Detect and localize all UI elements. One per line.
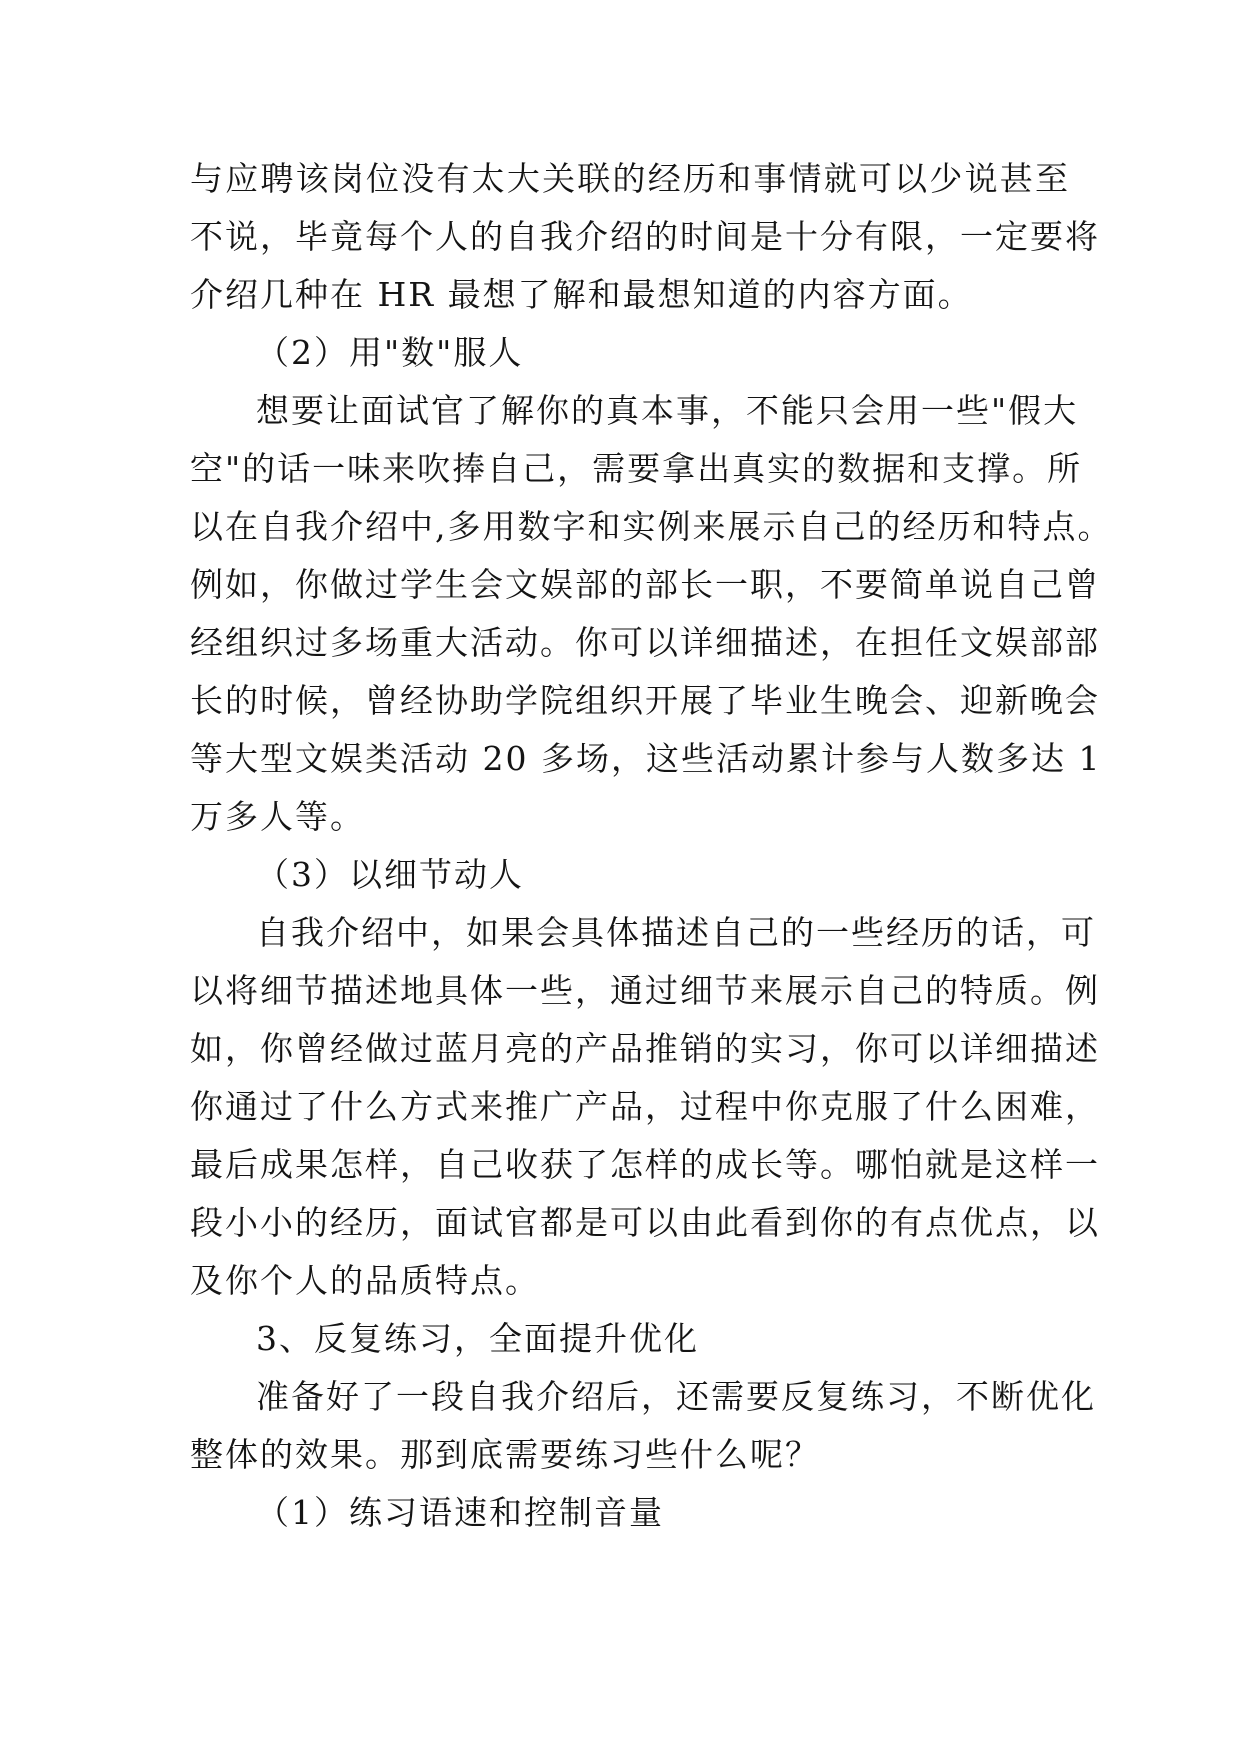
paragraph-line: 例如，你做过学生会文娱部的部长一职，不要简单说自己曾 (190, 565, 1100, 604)
paragraph-line: 准备好了一段自我介绍后，还需要反复练习，不断优化 (256, 1377, 1096, 1416)
paragraph-line: 等大型文娱类活动 20 多场，这些活动累计参与人数多达 1 (190, 739, 1102, 778)
paragraph-line: 与应聘该岗位没有太大关联的经历和事情就可以少说甚至 (190, 159, 1070, 198)
paragraph-line: 长的时候，曾经协助学院组织开展了毕业生晚会、迎新晚会 (190, 681, 1100, 720)
paragraph-line: 经组织过多场重大活动。你可以详细描述，在担任文娱部部 (190, 623, 1100, 662)
paragraph-line: 万多人等。 (190, 797, 365, 836)
paragraph-line: 整体的效果。那到底需要练习些什么呢？ (190, 1435, 820, 1474)
paragraph-line: 介绍几种在 HR 最想了解和最想知道的内容方面。 (190, 275, 973, 314)
section-heading: （3）以细节动人 (256, 855, 524, 894)
document-body (190, 150, 1113, 1542)
paragraph-line: 段小小的经历，面试官都是可以由此看到你的有点优点，以 (190, 1203, 1100, 1242)
section-heading: （2）用"数"服人 (256, 333, 524, 372)
paragraph-line: 自我介绍中，如果会具体描述自己的一些经历的话，可 (256, 913, 1096, 952)
paragraph-line: 你通过了什么方式来推广产品，过程中你克服了什么困难， (190, 1087, 1100, 1126)
section-heading: （1）练习语速和控制音量 (256, 1493, 664, 1532)
paragraph-line: 以在自我介绍中,多用数字和实例来展示自己的经历和特点。 (190, 507, 1113, 546)
paragraph-line: 及你个人的品质特点。 (190, 1261, 540, 1300)
paragraph-line: 最后成果怎样，自己收获了怎样的成长等。哪怕就是这样一 (190, 1145, 1100, 1184)
paragraph-line: 想要让面试官了解你的真本事，不能只会用一些"假大 (256, 391, 1079, 430)
paragraph-line: 如，你曾经做过蓝月亮的产品推销的实习，你可以详细描述 (190, 1029, 1100, 1068)
paragraph-line: 以将细节描述地具体一些，通过细节来展示自己的特质。例 (190, 971, 1100, 1010)
paragraph-line: 不说，毕竟每个人的自我介绍的时间是十分有限，一定要将 (190, 217, 1100, 256)
section-heading: 3、反复练习，全面提升优化 (256, 1319, 699, 1358)
paragraph-line: 空"的话一味来吹捧自己，需要拿出真实的数据和支撑。所 (190, 449, 1083, 488)
